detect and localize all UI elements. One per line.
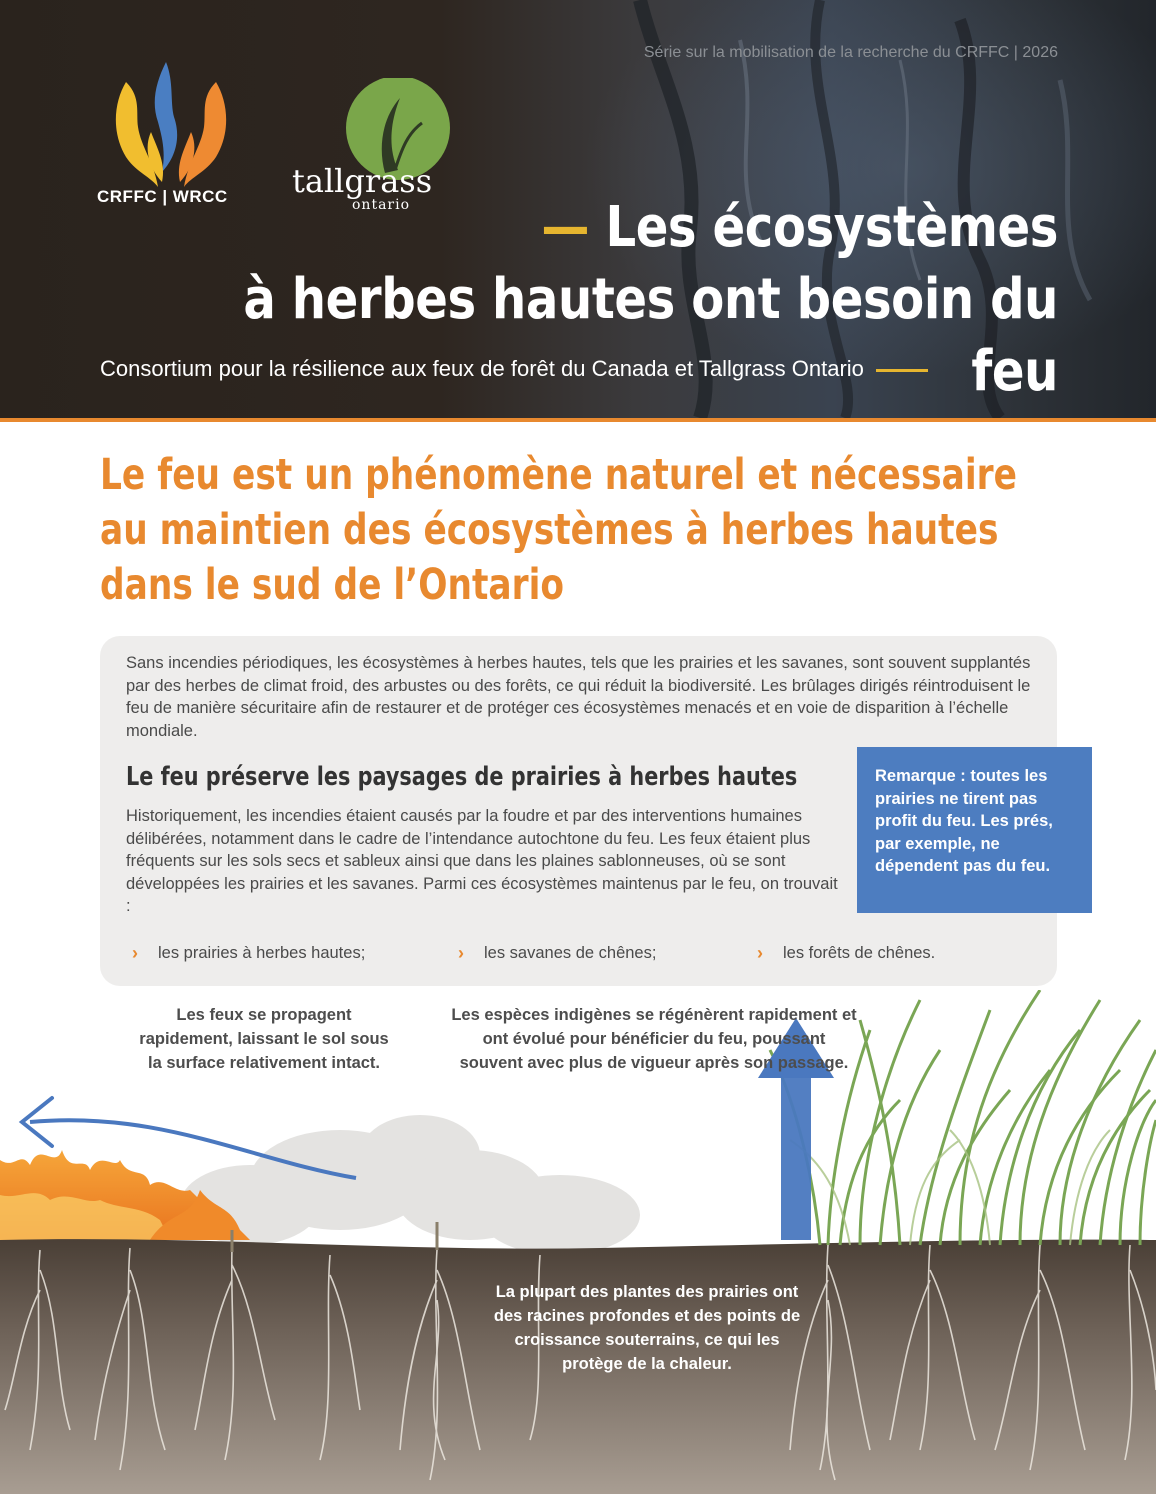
- subtitle-text: Consortium pour la résilience aux feux de forêt du Canada et Tallgrass Ontario: [100, 356, 864, 381]
- list-item: › les savanes de chênes;: [458, 943, 657, 963]
- list-item: › les forêts de chênes.: [757, 943, 936, 963]
- smoke-cloud: [180, 1115, 640, 1255]
- caption-deep-roots: La plupart des plantes des prairies ont des racines profondes et des points de croissance souterrains, ce qui les protège de la chaleur.: [493, 1283, 801, 1373]
- intro-paragraph: Sans incendies périodiques, les écosystèmes à herbes hautes, tels que les prairies et les savanes, sont souvent supplantés par des herbes de climat froid, des arbustes ou des forêts, ce qui réduit la biodiversité. Les brûlages dirigés réintroduisent le feu de manière sécuritaire afin de restaurer et de protéger ces écosystèmes menacés et en voie de disparition à l’échelle mondiale.: [126, 654, 1031, 740]
- series-label: Série sur la mobilisation de la recherche du CRFFC | 2026: [643, 44, 1058, 61]
- subheading: Le feu préserve les paysages de prairies à herbes hautes: [126, 762, 798, 792]
- history-paragraph: Historiquement, les incendies étaient causés par la foudre et par des interventions humaines délibérées, notamment dans le cadre de l’intendance autochtone du feu. Les feux étaient plus fréquents sur les sols secs et sableux ainsi que dans les plaines sablonneuses, où se sont développées les prairies et les savanes. Parmi ces écosystèmes maintenus par le feu, on trouvait :: [126, 807, 838, 915]
- chevron-right-icon: ›: [458, 943, 464, 963]
- section-title-line-2: au maintien des écosystèmes à herbes hautes: [100, 505, 999, 555]
- section-title-line-3: dans le sud de l’Ontario: [100, 560, 565, 610]
- title-dash: —: [541, 195, 606, 260]
- section-title: [100, 448, 1017, 613]
- tallgrass-sub-wordmark: ontario: [352, 197, 411, 213]
- chevron-right-icon: ›: [757, 943, 763, 963]
- tallgrass-wordmark: tallgrass: [292, 162, 433, 200]
- header-divider: [0, 418, 1156, 422]
- title-line-2: à herbes hautes ont besoin du feu: [243, 267, 1058, 404]
- crffc-logo-text: CRFFC | WRCC: [97, 187, 228, 206]
- section-title-line-1: Le feu est un phénomène naturel et nécessaire: [100, 450, 1017, 500]
- chevron-right-icon: ›: [132, 943, 138, 963]
- note-callout: Remarque : toutes les prairies ne tirent pas profit du feu. Les prés, par exemple, ne dépendent pas du feu.: [857, 747, 1092, 913]
- caption-fire-spread: Les feux se propagent rapidement, laissant le sol sous la surface relativement intact.: [139, 1006, 389, 1072]
- caption-native-species: Les espèces indigènes se régénèrent rapidement et ont évolué pour bénéficier du feu, poussant souvent avec plus de vigueur après son passage.: [451, 1006, 857, 1072]
- subtitle-dash: [876, 369, 928, 372]
- title-line-1: Les écosystèmes: [605, 195, 1058, 260]
- header-banner: [0, 0, 1156, 418]
- page-subtitle: [100, 356, 928, 382]
- list-item: › les prairies à herbes hautes;: [132, 943, 366, 963]
